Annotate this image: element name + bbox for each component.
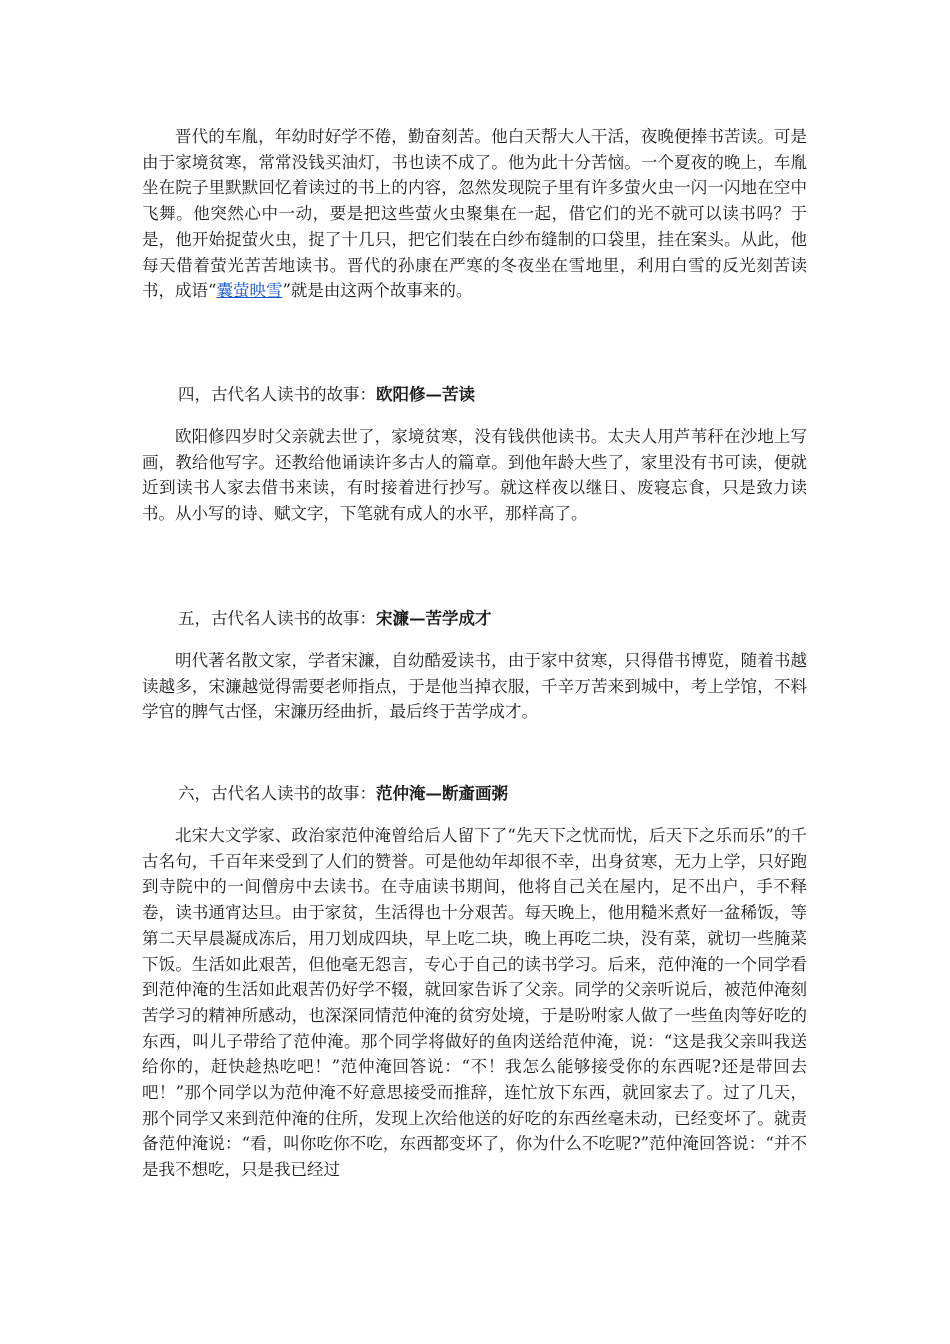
section5-heading-prefix: 五，古代名人读书的故事： [178, 609, 376, 628]
section6-heading-title: 范仲淹—断齑画粥 [376, 784, 508, 803]
section5-heading [178, 606, 492, 631]
section3-text-after-link: ”就是由这两个故事来的。 [282, 281, 473, 301]
section6-heading [178, 781, 508, 806]
section4-body [142, 424, 807, 527]
section3-body [142, 124, 807, 304]
section4-heading-title: 欧阳修—苦读 [376, 385, 475, 404]
idiom-link[interactable]: 囊萤映雪 [216, 281, 283, 301]
section6-heading-prefix: 六，古代名人读书的故事： [178, 784, 376, 803]
section4-heading-prefix: 四，古代名人读书的故事： [178, 385, 376, 404]
section5-heading-title: 宋濂—苦学成才 [376, 609, 492, 628]
section4-heading [178, 382, 475, 407]
section5-paragraph: 明代著名散文家，学者宋濂，自幼酷爱读书，由于家中贫寒，只得借书博览，随着书越读越多，宋濂越觉得需要老师指点，于是他当掉衣服，千辛万苦来到城中，考上学馆，不料学官的脾气古怪，宋濂历经曲折，最后终于苦学成才。 [142, 651, 807, 722]
section5-body [142, 648, 807, 725]
section6-body [142, 823, 807, 1183]
section3-paragraph [142, 124, 807, 304]
section4-paragraph: 欧阳修四岁时父亲就去世了，家境贫寒，没有钱供他读书。太夫人用芦苇秆在沙地上写画，教给他写字。还教给他诵读许多古人的篇章。到他年龄大些了，家里没有书可读，便就近到读书人家去借书来读，有时接着进行抄写。就这样夜以继日、废寝忘食，只是致力读书。从小写的诗、赋文字，下笔就有成人的水平，那样高了。 [142, 427, 807, 524]
section3-text-before-link: 晋代的车胤，年幼时好学不倦，勤奋刻苦。他白天帮大人干活，夜晚便捧书苦读。可是由于家境贫寒，常常没钱买油灯，书也读不成了。他为此十分苦恼。一个夏夜的晚上，车胤坐在院子里默默回忆着读过的书上的内容，忽然发现院子里有许多萤火虫一闪一闪地在空中飞舞。他突然心中一动，要是把这些萤火虫聚集在一起，借它们的光不就可以读书吗？于是，他开始捉萤火虫，捉了十几只，把它们装在白纱布缝制的口袋里，挂在案头。从此，他每天借着萤光苦苦地读书。晋代的孙康在严寒的冬夜坐在雪地里，利用白雪的反光刻苦读书，成语“ [142, 127, 807, 301]
section6-paragraph: 北宋大文学家、政治家范仲淹曾给后人留下了“先天下之忧而忧，后天下之乐而乐”的千古名句，千百年来受到了人们的赞誉。可是他幼年却很不幸，出身贫寒，无力上学，只好跑到寺院中的一间僧房中去读书。在寺庙读书期间，他将自己关在屋内，足不出户，手不释卷，读书通宵达旦。由于家贫，生活得也十分艰苦。每天晚上，他用糙米煮好一盆稀饭，等第二天早晨凝成冻后，用刀划成四块，早上吃二块，晚上再吃二块，没有菜，就切一些腌菜下饭。生活如此艰苦，但他毫无怨言，专心于自己的读书学习。后来，范仲淹的一个同学看到范仲淹的生活如此艰苦仍好学不辍，就回家告诉了父亲。同学的父亲听说后，被范仲淹刻苦学习的精神所感动，也深深同情范仲淹的贫穷处境，于是吩咐家人做了一些鱼肉等好吃的东西，叫儿子带给了范仲淹。那个同学将做好的鱼肉送给范仲淹，说：“这是我父亲叫我送给你的，赶快趁热吃吧！”范仲淹回答说：“不！我怎么能够接受你的东西呢?还是带回去吧！”那个同学以为范仲淹不好意思接受而推辞，连忙放下东西，就回家去了。过了几天，那个同学又来到范仲淹的住所，发现上次给他送的好吃的东西丝毫未动，已经变坏了。就责备范仲淹说：“看，叫你吃你不吃，东西都变坏了，你为什么不吃呢?”范仲淹回答说：“并不是我不想吃，只是我已经过 [142, 826, 807, 1180]
